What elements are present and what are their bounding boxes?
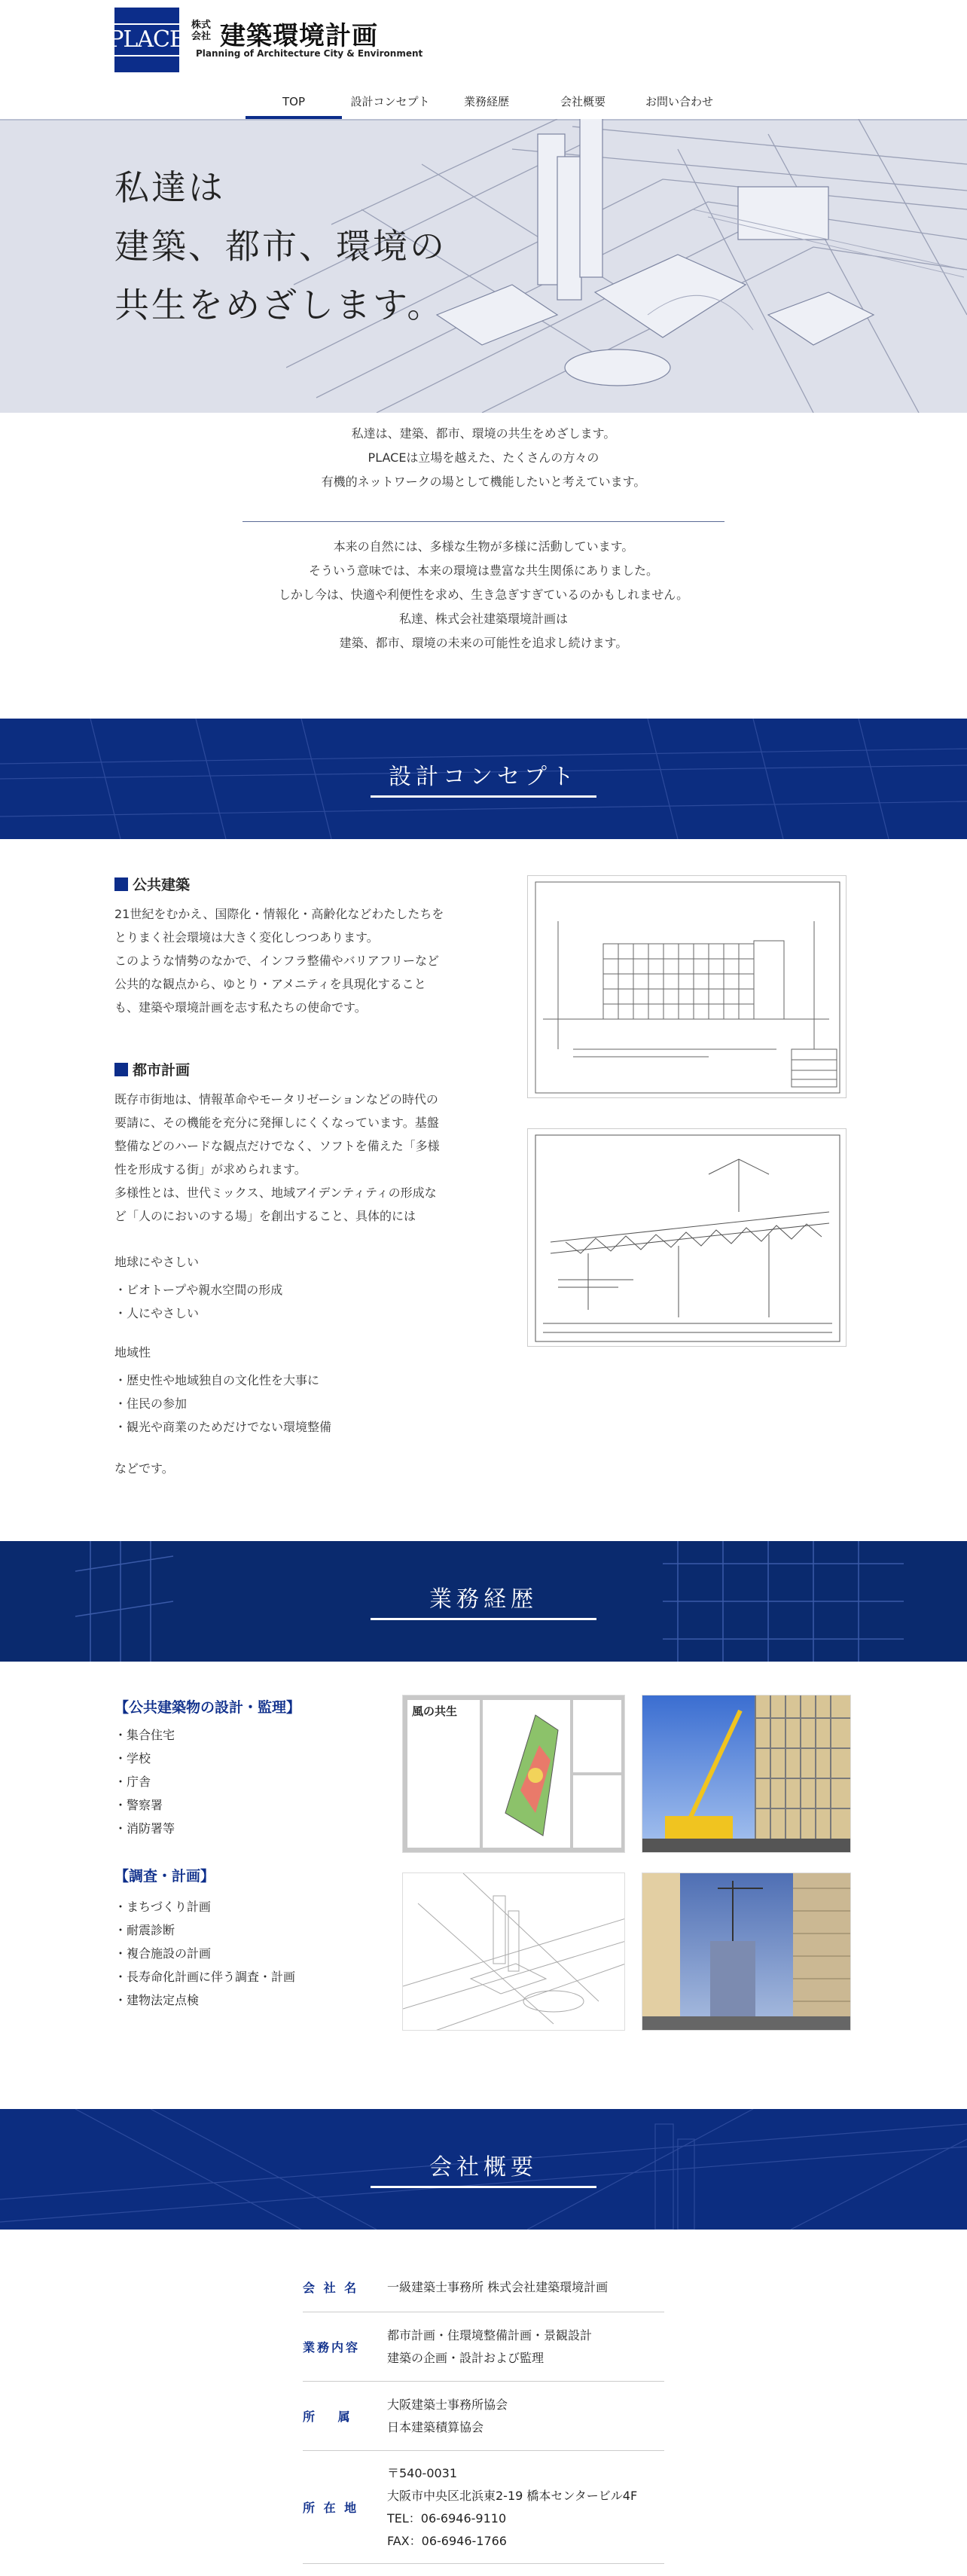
- row-label: 所 在 地: [303, 2501, 359, 2515]
- design-list: [114, 1723, 175, 1840]
- planning-board-image: [402, 1695, 625, 1853]
- list-item: ・庁舎: [114, 1775, 151, 1789]
- text-line: 多様性とは、世代ミックス、地域アイデンティティの形成な: [114, 1186, 437, 1200]
- hero-line-1: 私達は: [114, 167, 225, 208]
- row-label: 会 社 名: [303, 2281, 359, 2295]
- list-item: ・人にやさしい: [114, 1306, 200, 1320]
- list-item: ・建物法定点検: [114, 1993, 200, 2007]
- crane-scene: [642, 1695, 851, 1853]
- intro-line: 有機的ネットワークの場として機能したいと考えています。: [321, 475, 646, 489]
- company-name: 建築環境計画: [220, 21, 378, 51]
- board-side-panel-1: [573, 1700, 621, 1772]
- elevation-drawing: [527, 875, 847, 1098]
- list-item: ・住民の参加: [114, 1396, 188, 1411]
- nav-top[interactable]: TOP: [246, 90, 342, 119]
- company-title: 会社概要: [429, 2154, 538, 2181]
- list-item: ・複合施設の計画: [114, 1946, 212, 1961]
- intro-line: そういう意味では、本来の環境は豊富な共生関係にありました。: [308, 563, 658, 578]
- row-line[interactable]: TEL：06-6946-9110: [387, 2510, 507, 2526]
- kabushiki-label: 株式会社: [191, 20, 212, 42]
- intro-paragraph-2: [0, 535, 967, 655]
- hero-line-2: 建築、都市、環境の: [114, 226, 447, 267]
- intro-paragraph-1: [0, 422, 967, 494]
- company-banner: [0, 2109, 967, 2230]
- nav-concept[interactable]: 設計コンセプト: [350, 95, 430, 108]
- tower-scene: [642, 1873, 851, 2031]
- intro-line: 建築、都市、環境の未来の可能性を追求し続けます。: [339, 636, 628, 650]
- row-line: FAX：06-6946-1766: [387, 2533, 507, 2548]
- bridge-drawing-lines: [528, 1129, 847, 1347]
- row-value: [387, 2276, 608, 2299]
- hero: [0, 119, 967, 413]
- row-line: 日本建築積算協会: [387, 2419, 484, 2434]
- concept-title: 設計コンセプト: [389, 764, 578, 790]
- row-line: 建築の企画・設計および監理: [387, 2350, 545, 2365]
- text-line: 性を形成する街」が求められます。: [114, 1162, 307, 1177]
- public-heading-label: 公共建築: [133, 877, 191, 893]
- city-sketch-image: [402, 1872, 625, 2031]
- heading-square-icon: [114, 1063, 128, 1076]
- tower-building-photo: [642, 1872, 851, 2031]
- earth-list: [114, 1250, 506, 1325]
- text-line: ど「人のにおいのする場」を創出すること、具体的には: [114, 1209, 416, 1223]
- row-line: 都市計画・住環境整備計画・景観設計: [387, 2327, 593, 2343]
- elevation-drawing-lines: [528, 876, 847, 1098]
- board-map-panel: [483, 1700, 570, 1848]
- row-line: 大阪建築士事務所協会: [387, 2397, 508, 2412]
- nav-works[interactable]: 業務経歴: [463, 95, 509, 108]
- row-line: 一級建築士事務所 株式会社建築環境計画: [387, 2279, 609, 2294]
- nav-company[interactable]: 会社概要: [560, 95, 606, 108]
- list-item: ・耐震診断: [114, 1923, 175, 1937]
- heading-square-icon: [114, 877, 128, 891]
- text-line: 21世紀をむかえ、国際化・情報化・高齢化などわたしたちを: [114, 907, 444, 921]
- logo-text: PLACE: [108, 23, 185, 56]
- region-heading: 地域性: [114, 1345, 151, 1360]
- public-text: [114, 902, 506, 1019]
- list-item: ・まちづくり計画: [114, 1900, 211, 1914]
- company-row-address: [303, 2451, 664, 2564]
- urban-heading-label: 都市計画: [133, 1062, 191, 1079]
- hero-line-3: 共生をめざします。: [114, 285, 444, 325]
- concept-banner: [0, 719, 967, 839]
- works-title-underline: [371, 1618, 596, 1620]
- region-list: [114, 1341, 506, 1439]
- list-item: ・警察署: [114, 1798, 163, 1812]
- board-caption: 風の共生: [412, 1705, 458, 1718]
- company-table: [303, 2263, 664, 2564]
- bridge-drawing: [527, 1128, 847, 1347]
- list-item: ・歴史性や地域独自の文化性を大事に: [114, 1373, 320, 1387]
- row-value: [387, 2394, 508, 2439]
- intro-line: しかし今は、快適や利便性を求め、生き急ぎすぎているのかもしれません。: [278, 588, 689, 602]
- public-heading: [114, 874, 190, 894]
- text-line: 公共的な観点から、ゆとり・アメニティを具現化すること: [114, 977, 426, 991]
- intro-line: 本来の自然には、多様な生物が多様に活動しています。: [333, 539, 634, 554]
- survey-list: [114, 1895, 295, 2012]
- site-logo[interactable]: [108, 8, 185, 72]
- company-row-name: [303, 2263, 664, 2312]
- city-sketch-lines: [403, 1873, 625, 2031]
- company-row-business: [303, 2312, 664, 2382]
- text-line: とりまく社会環境は大きく変化しつつあります。: [114, 930, 379, 945]
- list-item: ・消防署等: [114, 1821, 175, 1836]
- survey-heading: 【調査・計画】: [114, 1868, 215, 1885]
- row-value: [387, 2462, 637, 2553]
- nav-contact[interactable]: お問い合わせ: [645, 95, 713, 108]
- company-row-affiliation: [303, 2382, 664, 2451]
- company-title-underline: [371, 2186, 596, 2188]
- text-line: も、建築や環境計画を志す私たちの使命です。: [114, 1000, 367, 1015]
- row-line: 〒540-0031: [387, 2465, 458, 2480]
- intro-line: 私達は、建築、都市、環境の共生をめざします。: [351, 426, 616, 441]
- earth-heading: 地球にやさしい: [114, 1255, 200, 1269]
- concept-title-underline: [371, 795, 596, 798]
- works-banner: [0, 1541, 967, 1662]
- board-map-shape: [483, 1700, 570, 1848]
- board-side-panel-2: [573, 1775, 621, 1848]
- text-line: 既存市街地は、情報革命やモータリゼーションなどの時代の: [114, 1092, 438, 1106]
- text-line: このような情勢のなかで、インフラ整備やバリアフリーなど: [114, 954, 440, 968]
- urban-heading: [114, 1059, 190, 1079]
- site-header: [0, 0, 967, 121]
- list-item: ・観光や商業のためだけでない環境整備: [114, 1420, 332, 1434]
- board-panel: [407, 1700, 480, 1848]
- text-line: 整備などのハードな観点だけでなく、ソフトを備えた「多様: [114, 1139, 440, 1153]
- urban-text: [114, 1088, 506, 1228]
- intro-divider: [243, 521, 724, 522]
- row-label: 所 属: [303, 2410, 352, 2424]
- row-label: 業務内容: [303, 2340, 361, 2355]
- intro-line: PLACEは立場を越えた、たくさんの方々の: [368, 450, 599, 465]
- list-item: ・集合住宅: [114, 1728, 175, 1742]
- intro-line: 私達、株式会社建築環境計画は: [398, 612, 568, 626]
- construction-site-photo: [642, 1695, 851, 1853]
- row-line: 大阪市中央区北浜東2-19 橋本センタービル4F: [387, 2488, 638, 2503]
- list-item: ・長寿命化計画に伴う調査・計画: [114, 1970, 296, 1984]
- row-value: [387, 2324, 592, 2370]
- global-nav: [246, 90, 728, 119]
- list-item: ・ビオトープや親水空間の形成: [114, 1283, 283, 1297]
- text-line: 要請に、その機能を充分に発揮しにくくなっています。基盤: [114, 1116, 439, 1130]
- hero-tagline: [114, 158, 447, 334]
- works-title: 業務経歴: [429, 1586, 538, 1613]
- design-heading: 【公共建築物の設計・監理】: [114, 1699, 301, 1716]
- list-item: ・学校: [114, 1751, 151, 1766]
- company-subtitle: Planning of Architecture City & Environment: [196, 48, 423, 59]
- concept-closing: などです。: [114, 1461, 174, 1476]
